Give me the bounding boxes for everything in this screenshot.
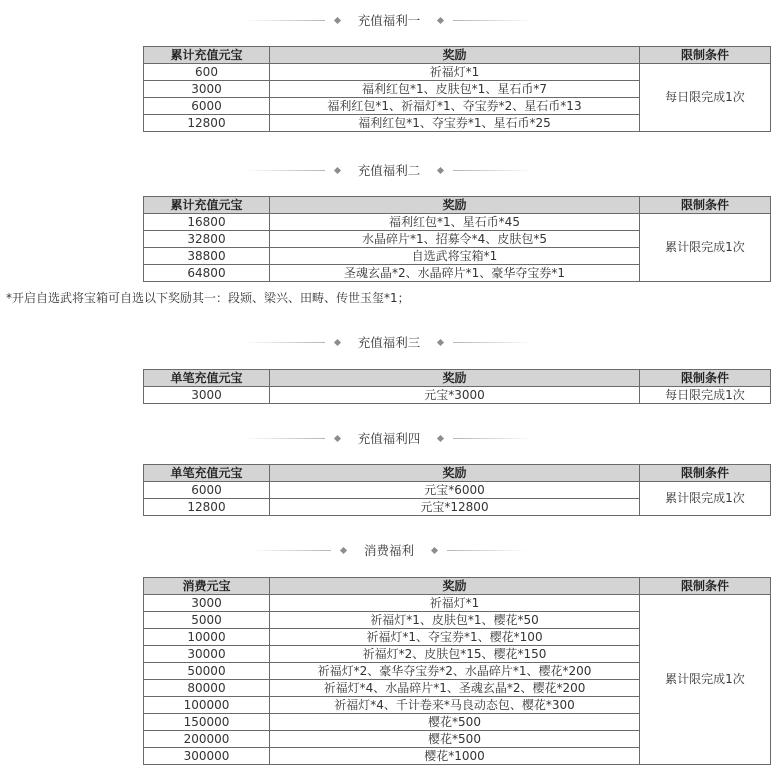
header-amount: 累计充值元宝 xyxy=(144,47,270,64)
section-title-2 xyxy=(0,160,778,180)
table-header-row xyxy=(144,578,771,595)
section-title-4 xyxy=(0,428,778,448)
reward-cell: 元宝*12800 xyxy=(270,499,640,516)
divider-line xyxy=(245,170,325,171)
reward-cell: 樱花*1000 xyxy=(270,748,640,765)
divider-line xyxy=(453,20,533,21)
reward-cell: 元宝*3000 xyxy=(270,387,640,404)
reward-cell: 祈福灯*4、千计卷来*马良动态包、樱花*300 xyxy=(270,697,640,714)
diamond-icon xyxy=(437,16,444,23)
reward-cell: 水晶碎片*1、招募令*4、皮肤包*5 xyxy=(270,231,640,248)
divider-line xyxy=(245,20,325,21)
amount-cell: 16800 xyxy=(144,214,270,231)
amount-cell: 100000 xyxy=(144,697,270,714)
section-title-text: 充值福利一 xyxy=(357,13,421,28)
condition-cell: 累计限完成1次 xyxy=(640,482,771,516)
reward-table-1 xyxy=(143,46,771,132)
divider-line xyxy=(251,550,331,551)
reward-cell: 福利红包*1、皮肤包*1、星石币*7 xyxy=(270,81,640,98)
amount-cell: 200000 xyxy=(144,731,270,748)
table-row xyxy=(144,387,771,404)
reward-cell: 圣魂玄晶*2、水晶碎片*1、豪华夺宝券*1 xyxy=(270,265,640,282)
section-title-text: 消费福利 xyxy=(363,543,414,558)
diamond-icon xyxy=(334,166,341,173)
header-amount: 单笔充值元宝 xyxy=(144,465,270,482)
section-title-5 xyxy=(0,540,778,560)
section-title-text: 充值福利三 xyxy=(357,335,421,350)
header-reward: 奖励 xyxy=(270,47,640,64)
reward-cell: 祈福灯*1、皮肤包*1、樱花*50 xyxy=(270,612,640,629)
reward-table-5 xyxy=(143,577,771,765)
amount-cell: 50000 xyxy=(144,663,270,680)
amount-cell: 600 xyxy=(144,64,270,81)
amount-cell: 300000 xyxy=(144,748,270,765)
table-row xyxy=(144,595,771,612)
reward-table-4 xyxy=(143,464,771,516)
header-reward: 奖励 xyxy=(270,578,640,595)
condition-cell: 每日限完成1次 xyxy=(640,64,771,132)
divider-line xyxy=(245,438,325,439)
amount-cell: 3000 xyxy=(144,595,270,612)
reward-cell: 樱花*500 xyxy=(270,714,640,731)
divider-line xyxy=(245,342,325,343)
diamond-icon xyxy=(437,166,444,173)
amount-cell: 80000 xyxy=(144,680,270,697)
amount-cell: 6000 xyxy=(144,482,270,499)
condition-cell: 累计限完成1次 xyxy=(640,214,771,282)
reward-cell: 福利红包*1、祈福灯*1、夺宝券*2、星石币*13 xyxy=(270,98,640,115)
header-condition: 限制条件 xyxy=(640,370,771,387)
reward-table-2 xyxy=(143,196,771,282)
header-amount: 累计充值元宝 xyxy=(144,197,270,214)
reward-cell: 祈福灯*2、豪华夺宝券*2、水晶碎片*1、樱花*200 xyxy=(270,663,640,680)
amount-cell: 12800 xyxy=(144,499,270,516)
header-condition: 限制条件 xyxy=(640,47,771,64)
condition-cell: 每日限完成1次 xyxy=(640,387,771,404)
amount-cell: 6000 xyxy=(144,98,270,115)
amount-cell: 32800 xyxy=(144,231,270,248)
reward-cell: 樱花*500 xyxy=(270,731,640,748)
reward-table-3 xyxy=(143,369,771,404)
diamond-icon xyxy=(431,546,438,553)
section-title-1 xyxy=(0,10,778,30)
table-header-row xyxy=(144,465,771,482)
reward-cell: 福利红包*1、夺宝券*1、星石币*25 xyxy=(270,115,640,132)
header-reward: 奖励 xyxy=(270,370,640,387)
reward-cell: 福利红包*1、星石币*45 xyxy=(270,214,640,231)
diamond-icon xyxy=(340,546,347,553)
header-amount: 消费元宝 xyxy=(144,578,270,595)
amount-cell: 150000 xyxy=(144,714,270,731)
header-condition: 限制条件 xyxy=(640,578,771,595)
reward-cell: 祈福灯*1 xyxy=(270,64,640,81)
amount-cell: 3000 xyxy=(144,81,270,98)
diamond-icon xyxy=(334,434,341,441)
header-reward: 奖励 xyxy=(270,465,640,482)
amount-cell: 12800 xyxy=(144,115,270,132)
reward-cell: 自选武将宝箱*1 xyxy=(270,248,640,265)
table-row xyxy=(144,214,771,231)
reward-cell: 祈福灯*4、水晶碎片*1、圣魂玄晶*2、樱花*200 xyxy=(270,680,640,697)
table-header-row xyxy=(144,47,771,64)
header-condition: 限制条件 xyxy=(640,197,771,214)
table-row xyxy=(144,482,771,499)
divider-line xyxy=(453,438,533,439)
amount-cell: 10000 xyxy=(144,629,270,646)
diamond-icon xyxy=(437,338,444,345)
table-row xyxy=(144,64,771,81)
diamond-icon xyxy=(334,16,341,23)
table-header-row xyxy=(144,197,771,214)
diamond-icon xyxy=(334,338,341,345)
diamond-icon xyxy=(437,434,444,441)
header-amount: 单笔充值元宝 xyxy=(144,370,270,387)
amount-cell: 64800 xyxy=(144,265,270,282)
reward-cell: 祈福灯*2、皮肤包*15、樱花*150 xyxy=(270,646,640,663)
divider-line xyxy=(453,342,533,343)
amount-cell: 30000 xyxy=(144,646,270,663)
amount-cell: 38800 xyxy=(144,248,270,265)
hero-box-note: *开启自选武将宝箱可自选以下奖励其一：段颎、梁兴、田畴、传世玉玺*1； xyxy=(6,291,410,305)
condition-cell: 累计限完成1次 xyxy=(640,595,771,765)
header-condition: 限制条件 xyxy=(640,465,771,482)
reward-cell: 祈福灯*1 xyxy=(270,595,640,612)
section-title-3 xyxy=(0,332,778,352)
amount-cell: 3000 xyxy=(144,387,270,404)
amount-cell: 5000 xyxy=(144,612,270,629)
table-header-row xyxy=(144,370,771,387)
divider-line xyxy=(447,550,527,551)
section-title-text: 充值福利二 xyxy=(357,163,421,178)
header-reward: 奖励 xyxy=(270,197,640,214)
section-title-text: 充值福利四 xyxy=(357,431,421,446)
reward-cell: 祈福灯*1、夺宝券*1、樱花*100 xyxy=(270,629,640,646)
reward-cell: 元宝*6000 xyxy=(270,482,640,499)
divider-line xyxy=(453,170,533,171)
